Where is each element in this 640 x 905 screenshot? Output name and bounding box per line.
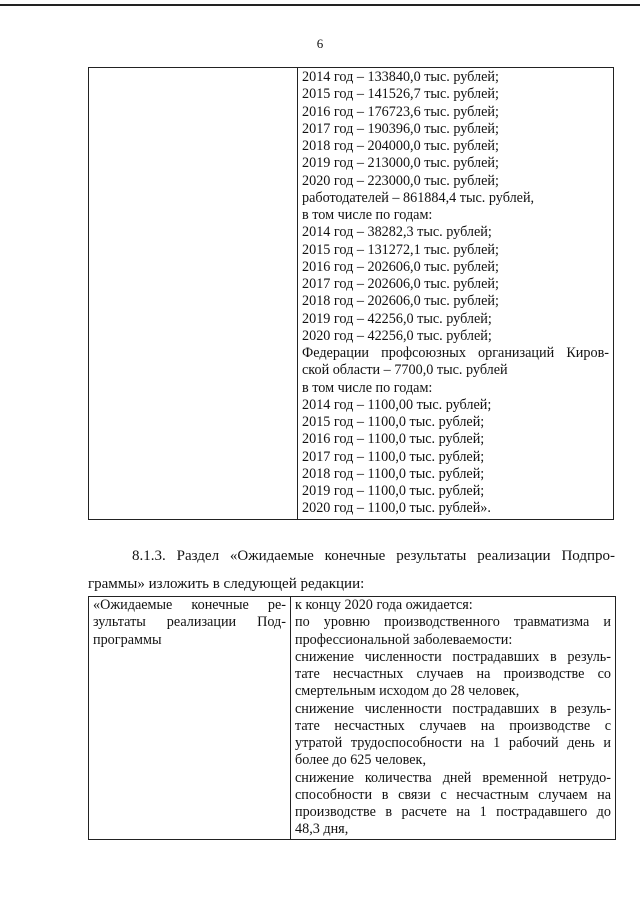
results-table-values-cell (291, 597, 616, 840)
results-label-line: зультаты реализации Под- (93, 614, 286, 631)
section-paragraph-line-2: граммы» изложить в следующей редакции: (88, 576, 365, 592)
funding-line: 2019 год – 213000,0 тыс. рублей; (302, 155, 499, 172)
results-line: снижение численности пострадавших в резуль- (295, 648, 611, 665)
funding-line: 2019 год – 42256,0 тыс. рублей; (302, 310, 492, 327)
funding-line: 2015 год – 141526,7 тыс. рублей; (302, 86, 499, 103)
results-table (88, 596, 616, 840)
results-label-line: «Ожидаемые конечные ре- (93, 597, 286, 613)
results-line: к концу 2020 года ожидается: (295, 597, 473, 613)
funding-line: 2014 год – 133840,0 тыс. рублей; (302, 69, 499, 85)
funding-line: 2018 год – 204000,0 тыс. рублей; (302, 138, 499, 154)
results-line: по уровню производственного травматизма и (295, 614, 611, 631)
funding-line: 2019 год – 1100,0 тыс. рублей; (302, 483, 485, 499)
funding-line: 2014 год – 38282,3 тыс. рублей; (302, 224, 492, 241)
results-line: более до 625 человек, (295, 752, 426, 769)
results-label-line: программы (93, 631, 162, 648)
funding-line: 2018 год – 202606,0 тыс. рублей; (302, 293, 499, 310)
results-line: производстве в расчете на 1 пострадавшего до (295, 804, 611, 820)
funding-table-label-cell (89, 68, 298, 520)
page-number: 6 (316, 36, 324, 51)
funding-line: 2020 год – 223000,0 тыс. рублей; (302, 172, 499, 189)
funding-line: Федерации профсоюзных организаций Киров- (302, 345, 609, 361)
results-line: 48,3 дня, (295, 821, 349, 838)
funding-line: 2015 год – 1100,0 тыс. рублей; (302, 414, 485, 430)
funding-line: 2015 год – 131272,1 тыс. рублей; (302, 241, 499, 258)
funding-line: 2014 год – 1100,00 тыс. рублей; (302, 396, 492, 413)
results-line: тате несчастных случаев на производстве со (295, 666, 611, 682)
funding-line: 2016 год – 202606,0 тыс. рублей; (302, 258, 499, 275)
results-line: профессиональной заболеваемости: (295, 631, 513, 648)
funding-table-values-cell (298, 68, 614, 520)
results-line: смертельным исходом до 28 человек, (295, 683, 520, 700)
top-border-line (0, 4, 640, 6)
results-line: снижение численности пострадавших в резуль- (295, 700, 611, 717)
results-line: способности в связи с несчастным случаем на (295, 786, 611, 803)
results-line: тате несчастных случаев на производстве с (295, 717, 611, 734)
funding-line: 2016 год – 1100,0 тыс. рублей; (302, 431, 485, 448)
funding-line: 2017 год – 1100,0 тыс. рублей; (302, 448, 485, 465)
results-table-label-cell (89, 597, 291, 840)
funding-line: 2018 год – 1100,0 тыс. рублей; (302, 465, 485, 482)
results-line: снижение количества дней временной нетрудо- (295, 769, 611, 786)
funding-table (88, 67, 614, 520)
results-line: утратой трудоспособности на 1 рабочий день и (295, 735, 611, 751)
funding-line: 2017 год – 190396,0 тыс. рублей; (302, 120, 499, 137)
funding-line: 2020 год – 42256,0 тыс. рублей; (302, 327, 492, 344)
funding-line: 2017 год – 202606,0 тыс. рублей; (302, 276, 499, 292)
funding-line: работодателей – 861884,4 тыс. рублей, (302, 189, 535, 206)
funding-line: ской области – 7700,0 тыс. рублей (302, 362, 508, 379)
section-paragraph-line-1: 8.1.3. Раздел «Ожидаемые конечные результаты реализации Подпро- (132, 548, 615, 564)
funding-line: в том числе по годам: (302, 207, 433, 223)
funding-line: в том числе по годам: (302, 379, 433, 396)
funding-line: 2020 год – 1100,0 тыс. рублей». (302, 500, 491, 517)
funding-line: 2016 год – 176723,6 тыс. рублей; (302, 103, 499, 120)
